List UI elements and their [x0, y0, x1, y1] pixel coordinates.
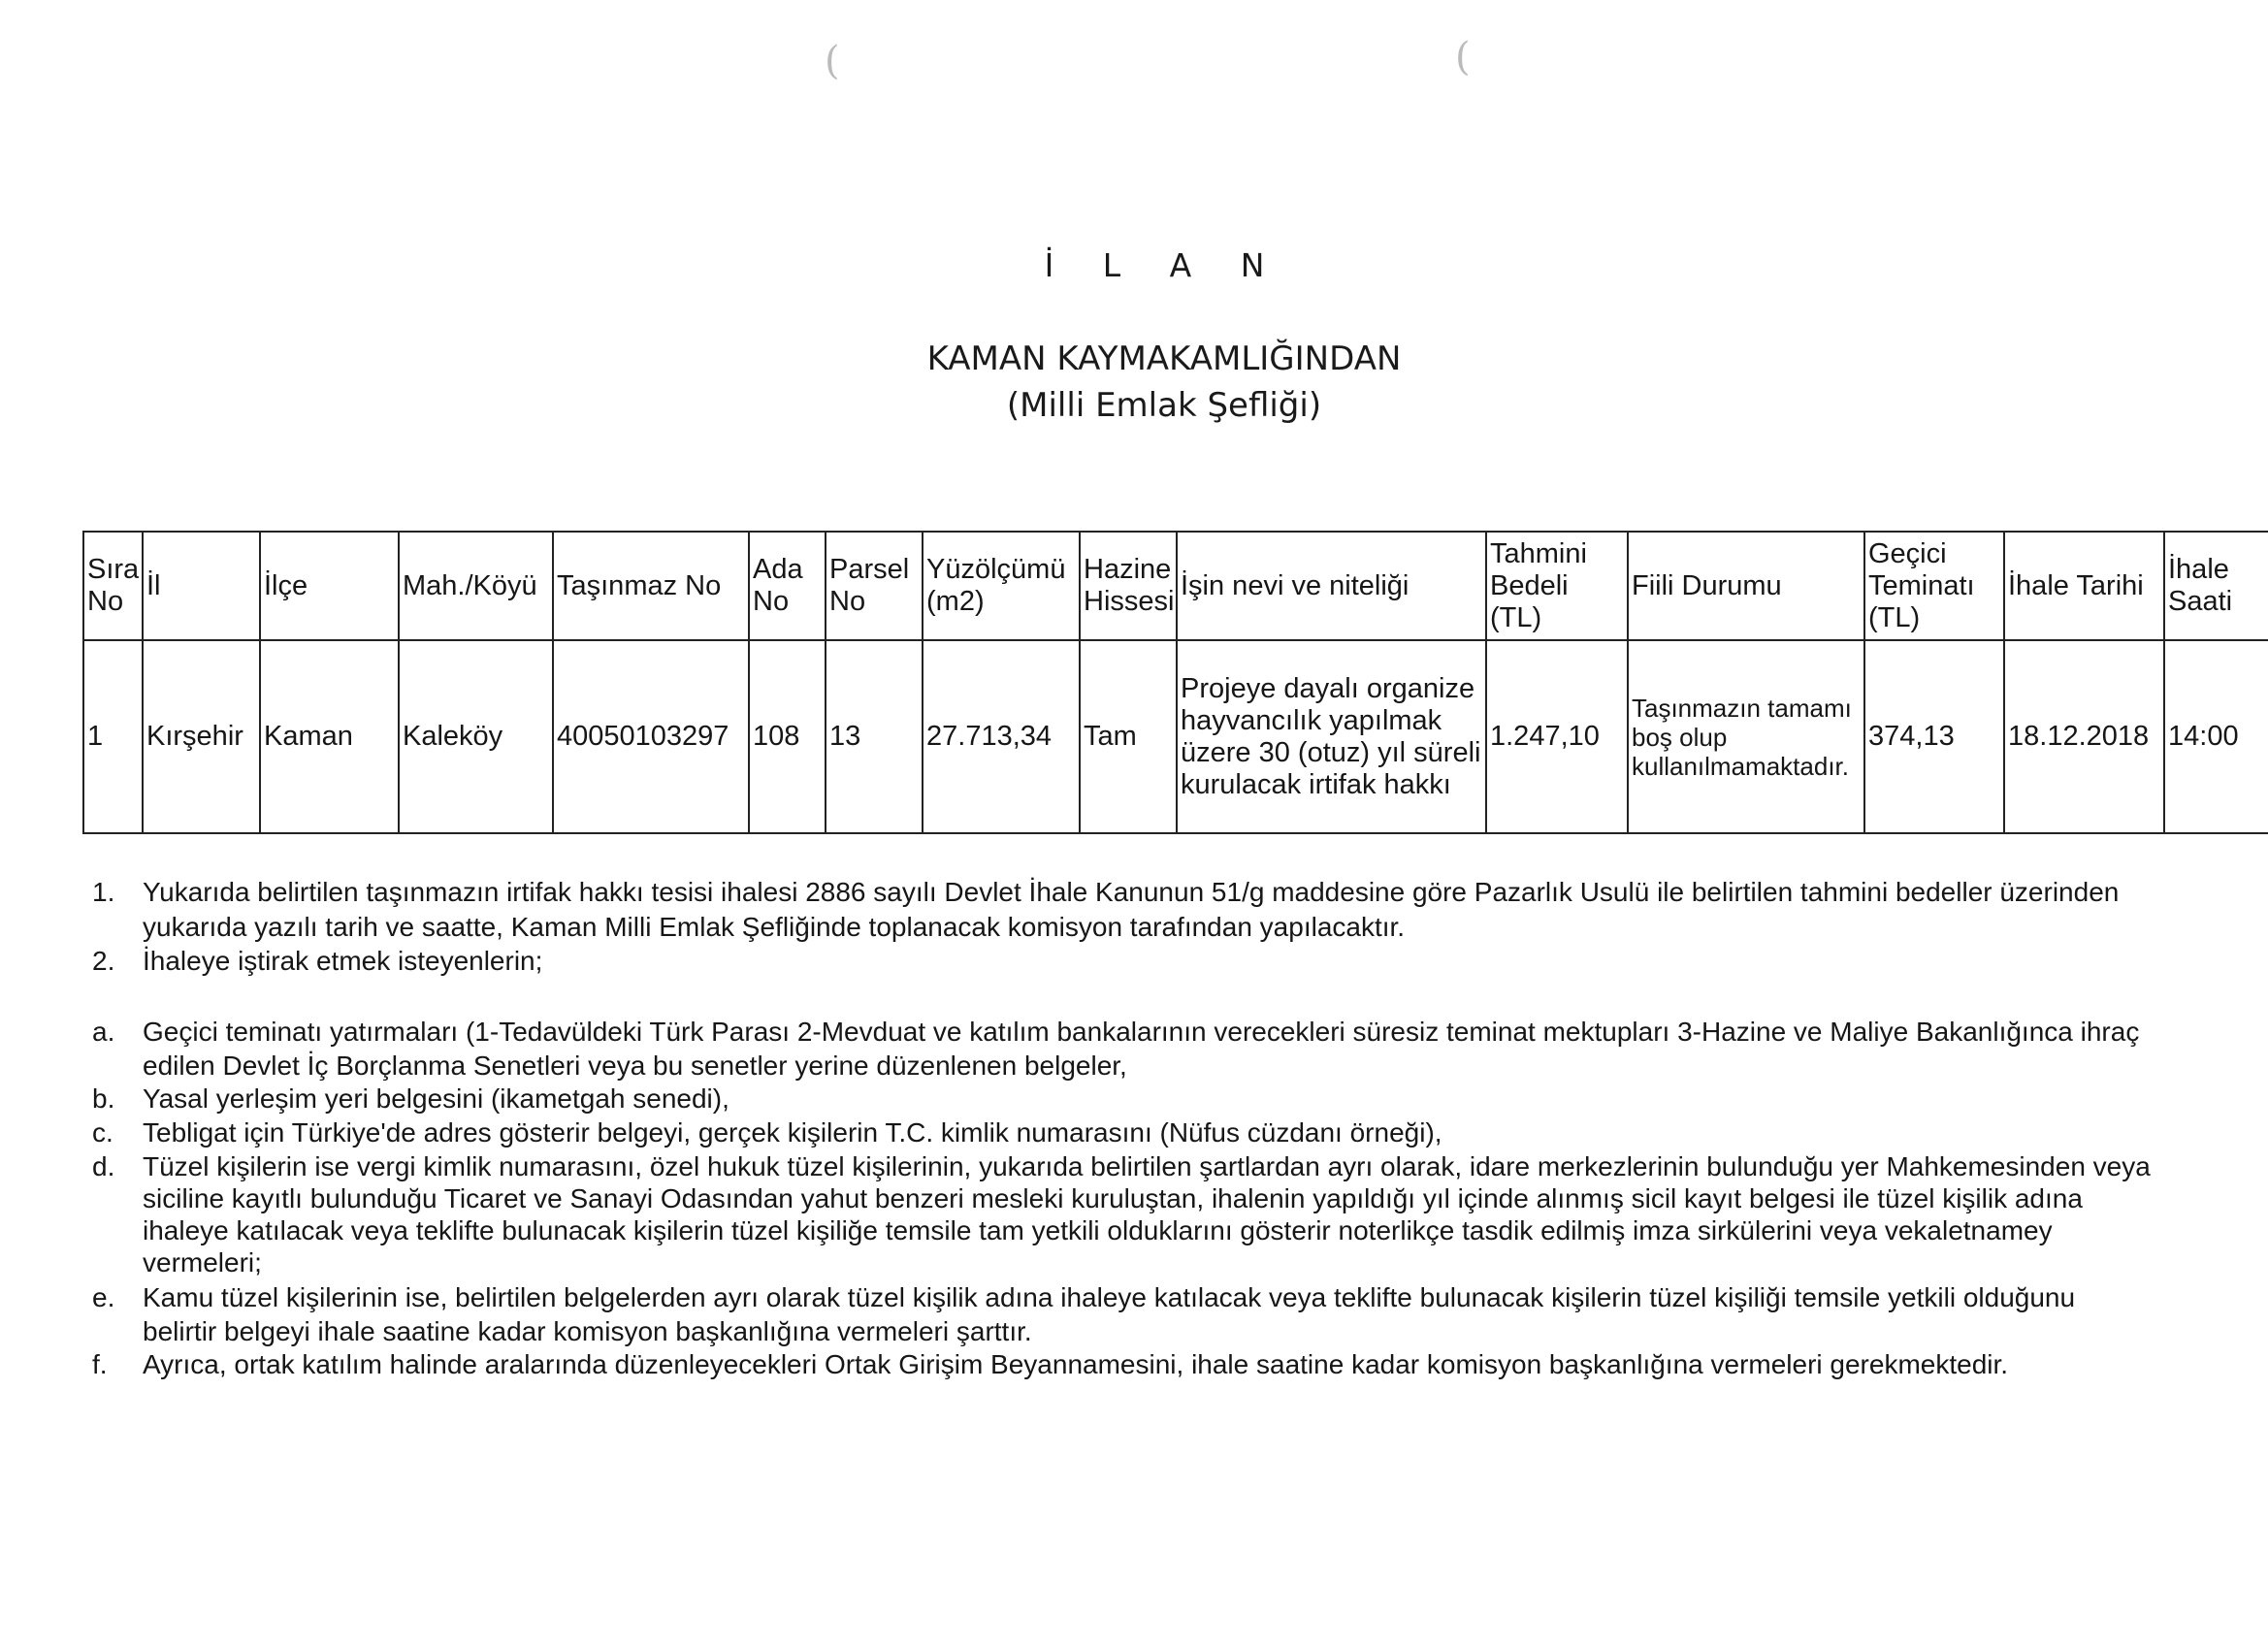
column-header: Taşınmaz No: [553, 532, 749, 640]
cell-ilce: Kaman: [260, 640, 399, 833]
item-e-line: Kamu tüzel kişilerinin ise, belirtilen belgelerden ayrı olarak tüzel kişilik adına ihaleye katılacak veya teklifte bulunacak kişilerin tüzel kişiliği temsile yetkili olduğunu: [143, 1282, 2076, 1312]
issuing-office: (Milli Emlak Şefliği): [1006, 386, 1322, 425]
column-header: Sıra No: [83, 532, 143, 640]
column-header: İlçe: [260, 532, 399, 640]
column-header: Hazine Hissesi: [1080, 532, 1177, 640]
column-header: İşin nevi ve niteliği: [1177, 532, 1486, 640]
column-header: İhale Tarihi: [2004, 532, 2164, 640]
item-marker: a.: [92, 1017, 115, 1047]
column-header: Geçici Teminatı (TL): [1864, 532, 2004, 640]
issuing-authority: KAMAN KAYMAKAMLIĞINDAN: [926, 340, 1402, 378]
table-header-row: [83, 532, 2268, 640]
item-c-line: Tebligat için Türkiye'de adres gösterir belgeyi, gerçek kişilerin T.C. kimlik numarasını (Nüfus cüzdanı örneği),: [143, 1117, 1442, 1148]
item-marker: d.: [92, 1151, 115, 1181]
column-header: İl: [143, 532, 260, 640]
item-d-line: vermeleri;: [143, 1247, 262, 1277]
page-title: İ L A N: [1044, 246, 1284, 284]
auction-table: [82, 531, 2268, 834]
cell-parsel-no: 13: [826, 640, 923, 833]
item-marker: f.: [92, 1349, 108, 1379]
cell-ihale-saati: 14:00: [2164, 640, 2268, 833]
item-marker: c.: [92, 1117, 113, 1148]
cell-gecici-teminat: 374,13: [1864, 640, 2004, 833]
item-marker: e.: [92, 1282, 115, 1312]
column-header: Tahmini Bedeli (TL): [1486, 532, 1628, 640]
item-a-line: edilen Devlet İç Borçlanma Senetleri veya bu senetler yerine düzenlenen belgeler,: [143, 1051, 1127, 1081]
cell-ihale-tarihi: 18.12.2018: [2004, 640, 2164, 833]
scan-mark: (: [1455, 35, 1471, 80]
item-e-line: belirtir belgeyi ihale saatine kadar komisyon başkanlığına vermeleri şarttır.: [143, 1316, 1032, 1346]
item-d-line: ihaleye katılacak veya teklifte bulunacak kişilerin tüzel kişiliğe temsile tam yetkili olduklarını gösterir noterlikçe tasdik edilmiş imza sirkülerini veya vekaletnamey: [143, 1215, 2053, 1245]
item-marker: 1.: [92, 877, 115, 907]
item-f-line: Ayrıca, ortak katılım halinde aralarında düzenleyecekleri Ortak Girişim Beyannamesini, ihale saatine kadar komisyon başkanlığına vermeleri gerekmektedir.: [143, 1349, 2009, 1379]
cell-mahalle: Kaleköy: [399, 640, 553, 833]
column-header: Fiili Durumu: [1628, 532, 1864, 640]
column-header: Ada No: [749, 532, 826, 640]
item-marker: 2.: [92, 946, 115, 976]
item-2-line: İhaleye iştirak etmek isteyenlerin;: [143, 946, 543, 976]
item-1-line: yukarıda yazılı tarih ve saatte, Kaman Milli Emlak Şefliğinde toplanacak komisyon tarafından yapılacaktır.: [143, 912, 1406, 942]
cell-sira-no: 1: [83, 640, 143, 833]
item-b-line: Yasal yerleşim yeri belgesini (ikametgah senedi),: [143, 1083, 729, 1114]
column-header: Parsel No: [826, 532, 923, 640]
cell-tasinmaz-no: 40050103297: [553, 640, 749, 833]
scan-mark: (: [825, 39, 840, 83]
cell-nitelik: Projeye dayalı organize hayvancılık yapılmak üzere 30 (otuz) yıl süreli kurulacak irtifak hakkı: [1177, 640, 1486, 833]
column-header: Yüzölçümü (m2): [923, 532, 1080, 640]
cell-hazine-hissesi: Tam: [1080, 640, 1177, 833]
table-row: [83, 640, 2268, 833]
column-header: Mah./Köyü: [399, 532, 553, 640]
item-marker: b.: [92, 1083, 115, 1114]
cell-ada-no: 108: [749, 640, 826, 833]
column-header: İhale Saati: [2164, 532, 2268, 640]
cell-yuzolcumu: 27.713,34: [923, 640, 1080, 833]
cell-tahmini-bedel: 1.247,10: [1486, 640, 1628, 833]
item-a-line: Geçici teminatı yatırmaları (1-Tedavüldeki Türk Parası 2-Mevduat ve katılım bankalarının verecekleri süresiz teminat mektupları 3-Hazine ve Maliye Bakanlığınca ihraç: [143, 1017, 2140, 1047]
cell-fiili-durum: Taşınmazın tamamı boş olup kullanılmamaktadır.: [1628, 640, 1864, 833]
cell-il: Kırşehir: [143, 640, 260, 833]
item-d-line: siciline kayıtlı bulunduğu Ticaret ve Sanayi Odasından yahut benzeri mesleki kuruluştan, ihalenin yapıldığı yıl içinde alınmış sicil kayıt belgesi ile tüzel kişilik adına: [143, 1183, 2083, 1213]
item-d-line: Tüzel kişilerin ise vergi kimlik numarasını, özel hukuk tüzel kişilerinin, yukarıda belirtilen şartlardan ayrı olarak, idare merkezlerinin bulunduğu yer Mahkemesinden veya: [143, 1151, 2151, 1181]
item-1-line: Yukarıda belirtilen taşınmazın irtifak hakkı tesisi ihalesi 2886 sayılı Devlet İhale Kanunun 51/g maddesine göre Pazarlık Usulü ile belirtilen tahmini bedeller üzerinden: [143, 877, 2120, 907]
